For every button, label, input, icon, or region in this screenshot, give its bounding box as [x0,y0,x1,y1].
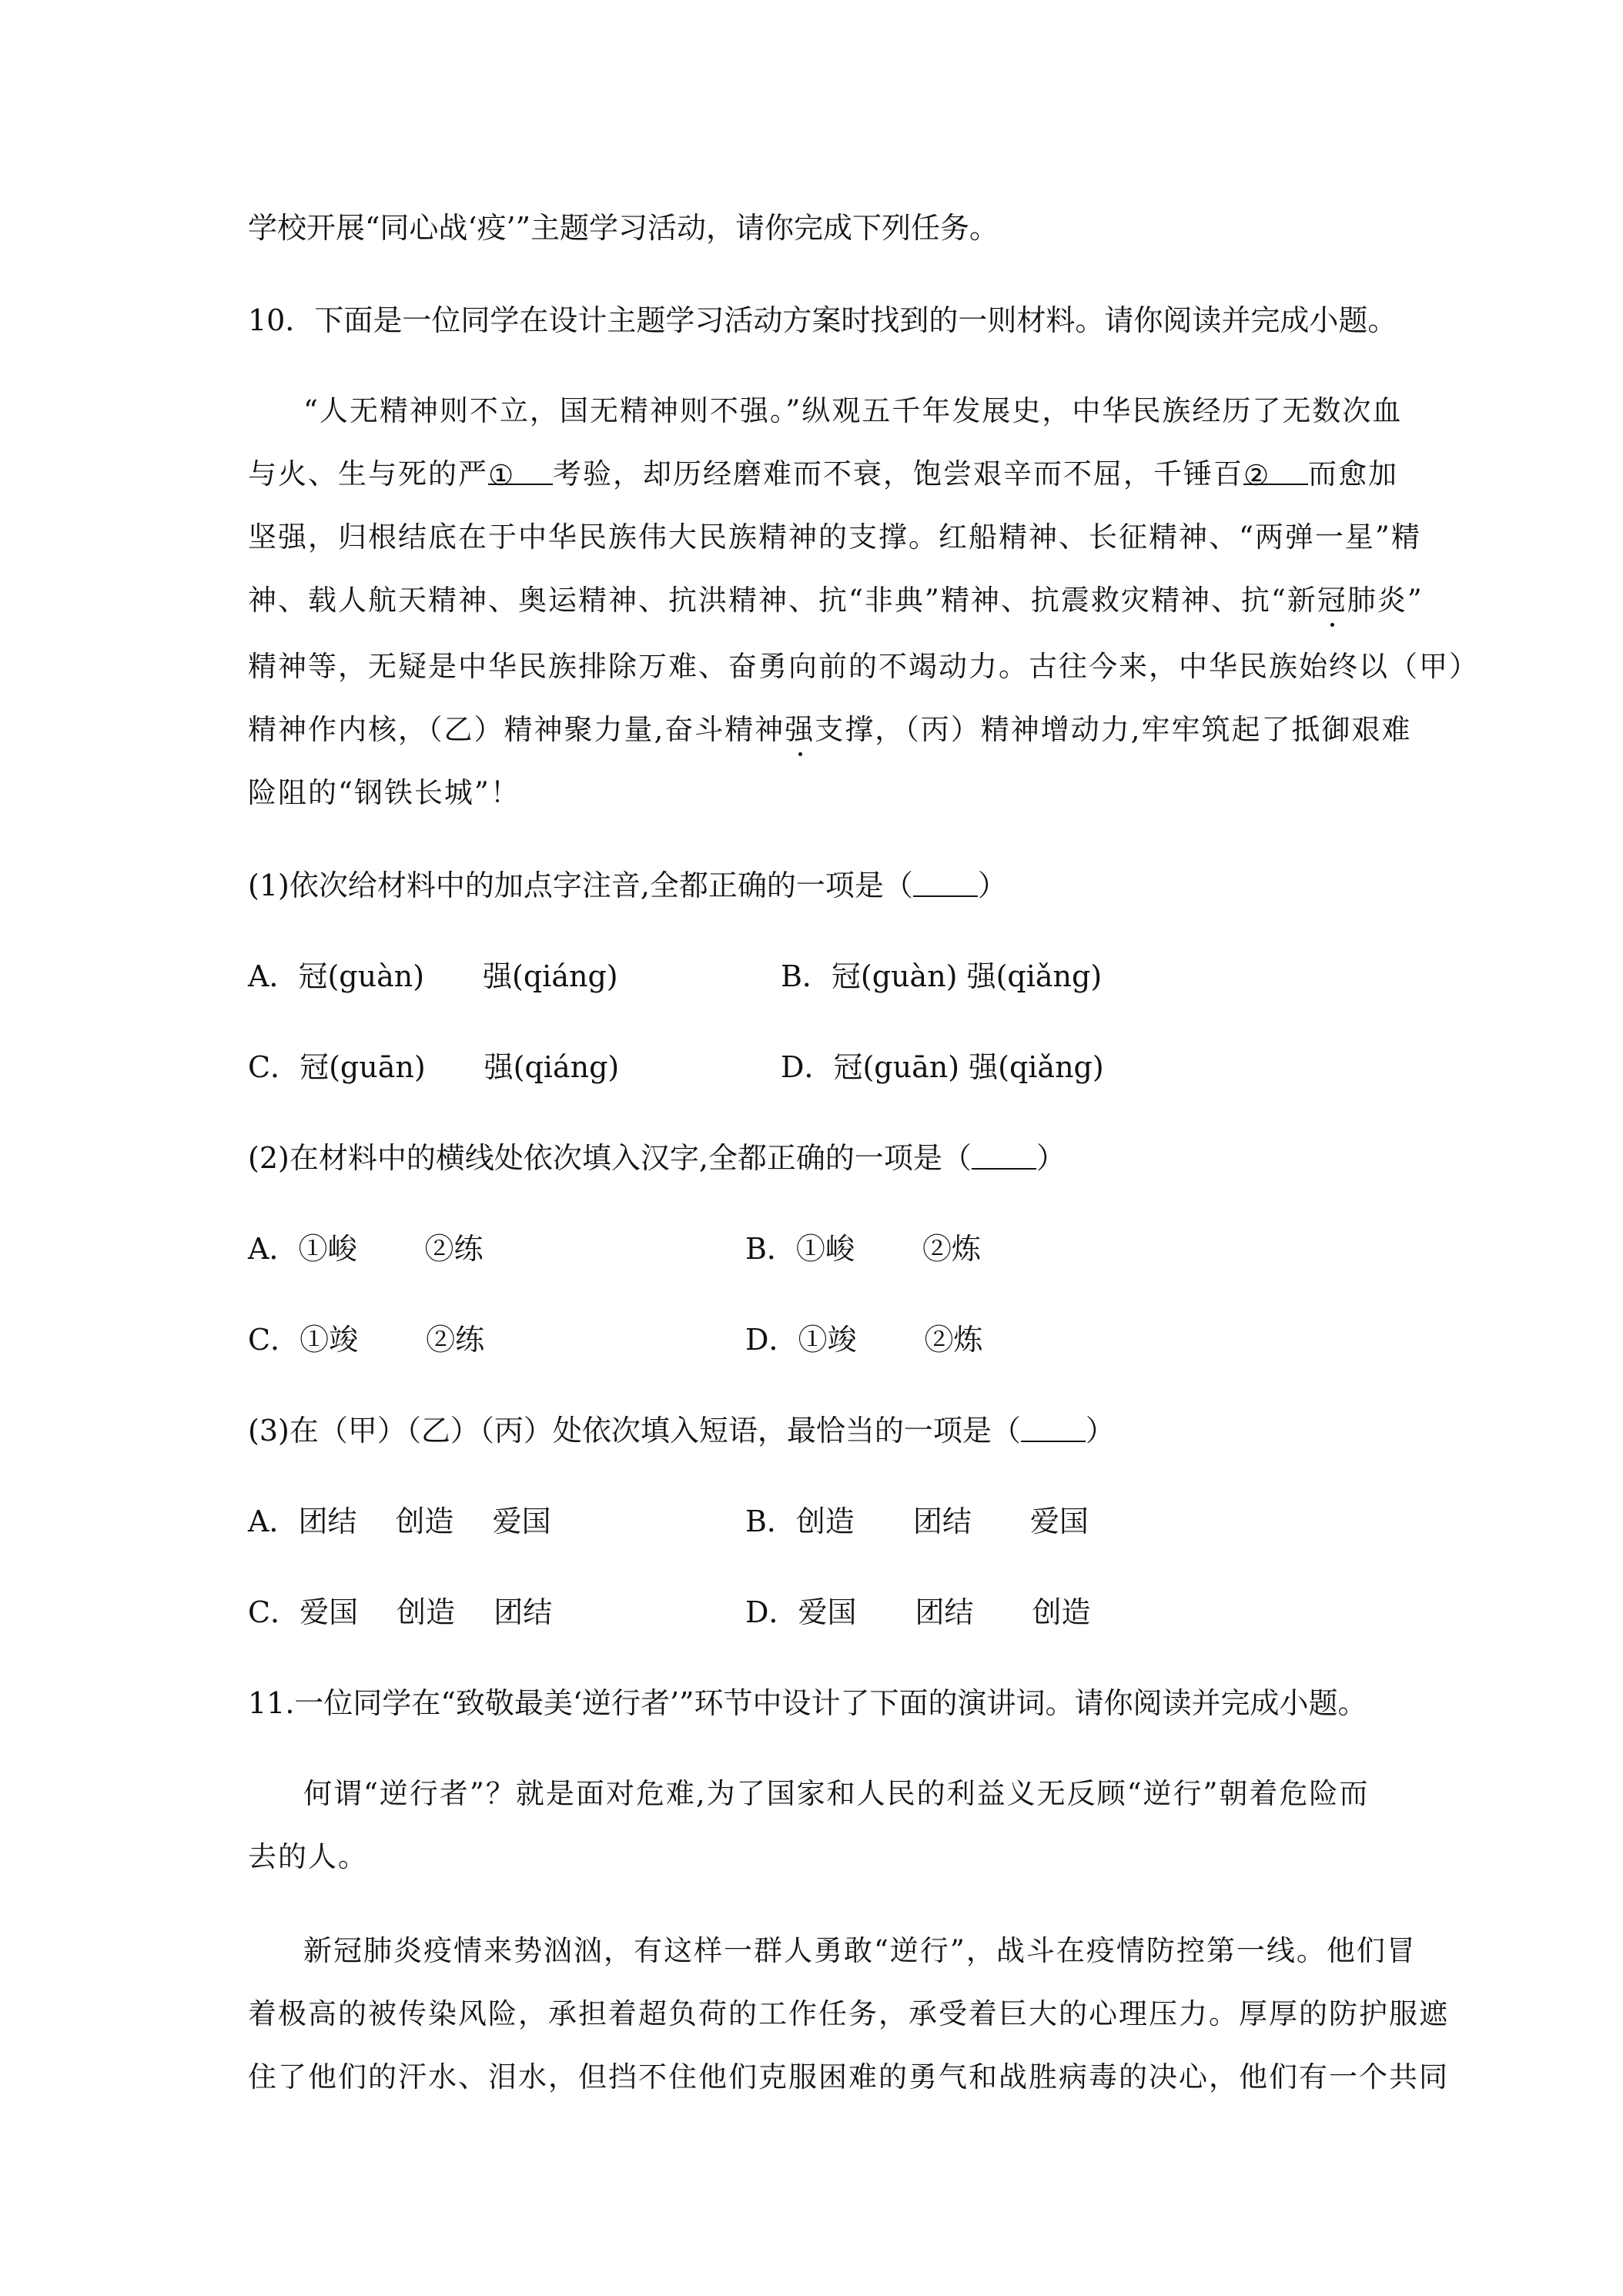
option-1-d: D．冠(guān) 强(qiǎng) [781,1050,1104,1084]
passage-line-2 [248,456,1398,493]
sub-question-1-stem: (1)依次给材料中的加点字注音,全都正确的一项是（ ） [248,869,1007,902]
question-10-stem: 10．下面是一位同学在设计主题学习活动方案时找到的一则材料。请你阅读并完成小题。 [248,303,1397,337]
option-1-a: A．冠(guàn) 强(qiáng) [248,959,618,993]
answer-blank[interactable] [1021,1414,1086,1442]
blank-1: ① [488,457,553,485]
passage-line-1: “人无精神则不立，国无精神则不强。”纵观五千年发展史，中华民族经历了无数次血 [303,394,1403,427]
option-1-b: B．冠(guàn) 强(qiǎng) [781,959,1103,993]
question-11-stem: 11.一位同学在“致敬最美‘逆行者’”环节中设计了下面的演讲词。请你阅读并完成小题。 [248,1686,1367,1720]
option-2-a: A．①峻 ②练 [248,1232,484,1266]
passage-line-7: 险阻的“钢铁长城”！ [248,776,520,809]
option-3-a: A．团结 创造 爱国 [248,1504,551,1538]
intro-text: 学校开展“同心战‘疫’”主题学习活动，请你完成下列任务。 [248,211,999,245]
passage-text: 考验，却历经磨难而不衰，饱尝艰辛而不屈，千锤百 [553,457,1243,490]
passage-line: 着极高的被传染风险，承担着超负荷的工作任务，承受着巨大的心理压力。厚厚的防护服遮 [248,1997,1449,2030]
option-2-d: D．①竣 ②炼 [745,1323,983,1357]
passage-line: 何谓“逆行者”？就是面对危难,为了国家和人民的利益义无反顾“逆行”朝着危险而 [303,1777,1370,1810]
passage-text: 支撑，（丙）精神增动力,牢牢筑起了抵御艰难 [815,713,1412,746]
passage-line-4 [248,582,1424,619]
dotted-char-qiang: 强 [785,711,815,748]
passage-line: 新冠肺炎疫情来势汹汹，有这样一群人勇敢“逆行”，战斗在疫情防控第一线。他们冒 [303,1934,1417,1967]
dotted-char-guan: 冠 [1317,582,1347,619]
sub-question-2-stem: (2)在材料中的横线处依次填入汉字,全都正确的一项是（ ） [248,1141,1066,1175]
passage-line: 住了他们的汗水、泪水，但挡不住他们克服困难的勇气和战胜病毒的决心，他们有一个共同 [248,2060,1449,2094]
passage-text: 精神作内核，（乙）精神聚力量,奋斗精神 [248,713,785,746]
sub-question-3-stem: (3)在（甲）（乙）（丙）处依次填入短语，最恰当的一项是（ ） [248,1414,1115,1448]
passage-line-5: 精神等，无疑是中华民族排除万难、奋勇向前的不竭动力。古往今来，中华民族始终以（甲） [248,650,1479,683]
passage-text: 与火、生与死的严 [248,457,488,490]
passage-line-3: 坚强，归根结底在于中华民族伟大民族精神的支撑。红船精神、长征精神、“两弹一星”精 [248,520,1421,554]
option-3-b: B．创造 团结 爱国 [745,1504,1089,1538]
passage-line: 去的人。 [248,1840,368,1873]
answer-blank[interactable] [972,1142,1036,1170]
option-2-c: C．①竣 ②练 [248,1323,485,1357]
passage-text: 神、载人航天精神、奥运精神、抗洪精神、抗“非典”精神、抗震救灾精神、抗“新 [248,584,1317,617]
passage-text: 而愈加 [1308,457,1398,490]
option-2-b: B．①峻 ②炼 [745,1232,982,1266]
option-3-d: D．爱国 团结 创造 [745,1595,1091,1629]
passage-line-6 [248,711,1412,748]
answer-blank[interactable] [913,869,978,897]
blank-2: ② [1243,457,1308,485]
passage-text: 肺炎” [1347,584,1424,617]
option-1-c: C．冠(guān) 强(qiáng) [248,1050,620,1084]
option-3-c: C．爱国 创造 团结 [248,1595,553,1629]
